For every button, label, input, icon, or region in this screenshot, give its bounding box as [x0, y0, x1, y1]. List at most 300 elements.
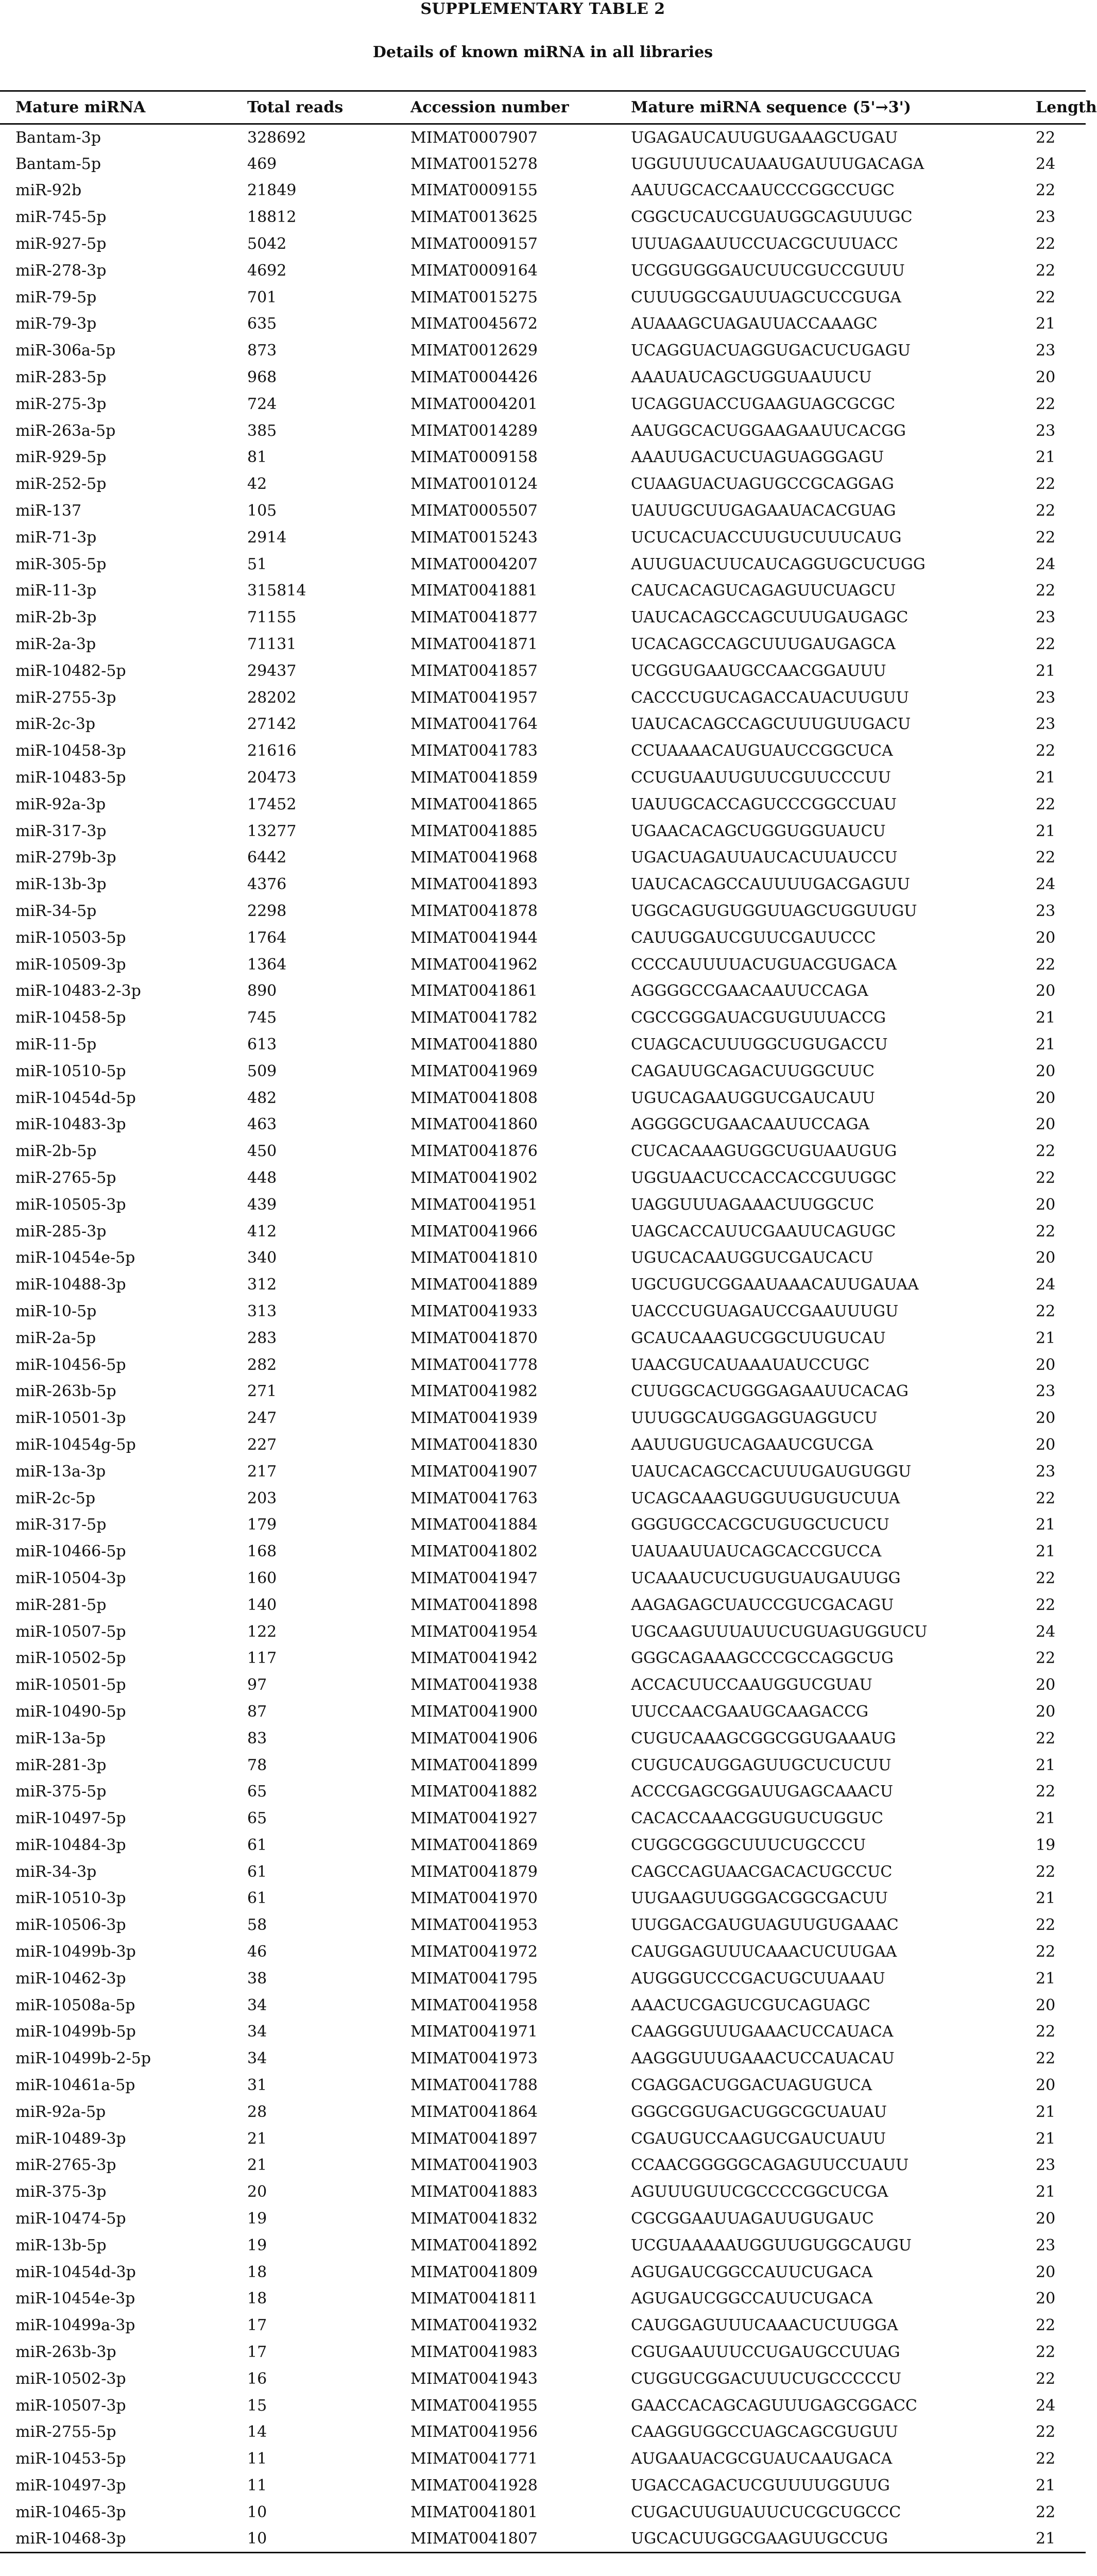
cell-length: 20 [1036, 1355, 1056, 1374]
cell-total-reads: 34 [247, 2049, 267, 2068]
table-row [0, 1912, 1086, 1939]
cell-accession-number: MIMAT0041939 [410, 1409, 538, 1428]
cell-total-reads: 14 [247, 2423, 267, 2442]
cell-length: 20 [1036, 1195, 1056, 1214]
table-row [0, 1031, 1086, 1058]
cell-length: 21 [1036, 1889, 1056, 1908]
table-row [0, 257, 1086, 284]
table-row [0, 2472, 1086, 2499]
cell-accession-number: MIMAT0015243 [410, 528, 538, 547]
cell-mature-mirna: miR-10510-5p [15, 1062, 126, 1080]
table-row [0, 1618, 1086, 1645]
table-row [0, 2285, 1086, 2312]
cell-length: 22 [1036, 2049, 1056, 2068]
cell-accession-number: MIMAT0041811 [410, 2290, 538, 2308]
table-row [0, 765, 1086, 791]
cell-mature-mirna: miR-10483-2-3p [15, 982, 141, 1001]
cell-accession-number: MIMAT0041882 [410, 1783, 538, 1801]
cell-sequence: UGAACACAGCUGGUGGUAUCU [631, 822, 886, 840]
cell-length: 22 [1036, 955, 1056, 974]
cell-mature-mirna: miR-13b-5p [15, 2236, 107, 2255]
cell-sequence: UGGUAACUCCACCACCGUUGGC [631, 1168, 897, 1187]
table-row [0, 2365, 1086, 2392]
cell-accession-number: MIMAT0041857 [410, 662, 538, 680]
cell-total-reads: 890 [247, 982, 277, 1001]
cell-length: 22 [1036, 395, 1056, 413]
cell-length: 20 [1036, 1435, 1056, 1454]
cell-accession-number: MIMAT0041879 [410, 1862, 538, 1881]
cell-accession-number: MIMAT0041877 [410, 608, 538, 627]
cell-accession-number: MIMAT0041876 [410, 1142, 538, 1161]
cell-length: 21 [1036, 1756, 1056, 1774]
cell-sequence: AUAAAGCUAGAUUACCAAAGC [631, 315, 878, 333]
cell-total-reads: 11 [247, 2450, 267, 2468]
cell-length: 22 [1036, 1916, 1056, 1935]
header-mature-mirna: Mature miRNA [0, 91, 232, 124]
cell-mature-mirna: miR-279b-3p [15, 849, 116, 867]
table-row [0, 1485, 1086, 1512]
table-row [0, 311, 1086, 337]
cell-length: 22 [1036, 235, 1056, 253]
cell-sequence: AUGAAUACGCGUAUCAAUGACA [631, 2450, 893, 2468]
cell-sequence: CUGGCGGGCUUUCUGCCCU [631, 1836, 866, 1854]
cell-mature-mirna: miR-10497-3p [15, 2477, 126, 2495]
cell-sequence: AGGGGCUGAACAAUUCCAGA [631, 1115, 870, 1134]
table-row [0, 1939, 1086, 1965]
cell-mature-mirna: miR-281-3p [15, 1756, 107, 1774]
table-row [0, 2499, 1086, 2526]
cell-sequence: UGCUGUCGGAAUAAACAUUGAUAA [631, 1276, 919, 1294]
cell-sequence: GAACCACAGCAGUUUGAGCGGACC [631, 2396, 917, 2415]
table-row [0, 818, 1086, 844]
cell-accession-number: MIMAT0041973 [410, 2049, 538, 2068]
table-row [0, 1111, 1086, 1138]
table-supertitle: SUPPLEMENTARY TABLE 2 [420, 0, 665, 18]
cell-total-reads: 10 [232, 2526, 395, 2552]
cell-accession-number: MIMAT0041955 [410, 2396, 538, 2415]
cell-mature-mirna: miR-2c-3p [15, 715, 96, 734]
cell-sequence: AGUUUGUUCGCCCCGGCUCGA [631, 2183, 888, 2201]
cell-total-reads: 17 [247, 2316, 267, 2335]
cell-length: 22 [1036, 128, 1056, 147]
cell-sequence: UCGGUGAAUGCCAACGGAUUU [631, 662, 886, 680]
table-row [0, 2446, 1086, 2472]
cell-accession-number: MIMAT0041947 [410, 1569, 538, 1587]
cell-mature-mirna: miR-10-5p [15, 1302, 97, 1320]
cell-sequence: UGACUAGAUUAUCACUUAUCCU [631, 849, 898, 867]
cell-mature-mirna: miR-92a-3p [15, 795, 106, 814]
cell-length: 20 [1036, 1089, 1056, 1107]
cell-mature-mirna: miR-10458-5p [15, 1009, 126, 1027]
table-row [0, 524, 1086, 551]
cell-mature-mirna: miR-137 [15, 502, 82, 520]
cell-accession-number: MIMAT0041902 [410, 1168, 538, 1187]
cell-sequence: CAUUGGAUCGUUCGAUUCCC [631, 928, 876, 947]
cell-length: 21 [1036, 1009, 1056, 1027]
cell-sequence: ACCCGAGCGGAUUGAGCAAACU [631, 1783, 894, 1801]
cell-total-reads: 724 [247, 395, 277, 413]
cell-total-reads: 168 [247, 1543, 277, 1561]
table-row [0, 631, 1086, 658]
cell-total-reads: 21 [247, 2156, 267, 2175]
cell-sequence: AAUGGCACUGGAAGAAUUCACGG [631, 421, 906, 440]
cell-length: 24 [1036, 1276, 1056, 1294]
cell-mature-mirna: miR-10507-5p [15, 1622, 126, 1641]
table-row [0, 951, 1086, 978]
cell-mature-mirna: miR-2765-3p [15, 2156, 116, 2175]
cell-total-reads: 105 [247, 502, 277, 520]
table-row [0, 364, 1086, 391]
cell-length: 23 [1036, 902, 1056, 920]
cell-length: 24 [1036, 1622, 1056, 1641]
cell-sequence: UCAGGUACCUGAAGUAGCGCGC [631, 395, 896, 413]
cell-total-reads: 46 [247, 1943, 267, 1961]
cell-mature-mirna: miR-306a-5p [15, 342, 116, 360]
cell-total-reads: 13277 [247, 822, 297, 840]
cell-total-reads: 217 [247, 1462, 277, 1481]
cell-total-reads: 247 [247, 1409, 277, 1428]
cell-length: 20 [1036, 368, 1056, 387]
cell-mature-mirna: miR-10488-3p [15, 1276, 126, 1294]
cell-accession-number: MIMAT0041970 [410, 1889, 538, 1908]
table-row [0, 1591, 1086, 1618]
cell-accession-number: MIMAT0041861 [410, 982, 538, 1001]
cell-mature-mirna: miR-92a-5p [15, 2103, 106, 2121]
cell-total-reads: 65 [247, 1783, 267, 1801]
table-row [0, 738, 1086, 765]
cell-mature-mirna: miR-10462-3p [15, 1969, 126, 1988]
cell-total-reads: 87 [247, 1702, 267, 1721]
cell-accession-number: MIMAT0041860 [410, 1115, 538, 1134]
table-row [0, 1965, 1086, 1992]
cell-sequence: CACCCUGUCAGACCAUACUUGUU [631, 688, 909, 707]
cell-total-reads: 20473 [247, 769, 297, 787]
cell-total-reads: 5042 [247, 235, 287, 253]
cell-sequence: CUAAGUACUAGUGCCGCAGGAG [631, 475, 894, 494]
cell-total-reads: 34 [247, 1996, 267, 2014]
cell-accession-number: MIMAT0004201 [410, 395, 538, 413]
cell-length: 22 [1036, 742, 1056, 760]
table-row [0, 1699, 1086, 1725]
cell-total-reads: 463 [247, 1115, 277, 1134]
cell-accession-number: MIMAT0041969 [410, 1062, 538, 1080]
cell-accession-number: MIMAT0041906 [410, 1729, 538, 1748]
header-length: Length [1020, 91, 1086, 124]
cell-sequence: UUCCAACGAAUGCAAGACCG [631, 1702, 869, 1721]
cell-total-reads: 29437 [247, 662, 297, 680]
cell-length: 20 [1036, 1249, 1056, 1267]
cell-sequence: CCAACGGGGGCAGAGUUCCUAUU [631, 2156, 909, 2175]
cell-sequence: UCAGGUACUAGGUGACUCUGAGU [631, 342, 911, 360]
cell-total-reads: 21616 [247, 742, 297, 760]
cell-total-reads: 15 [247, 2396, 267, 2415]
cell-length: 21 [1036, 2477, 1056, 2495]
cell-length: 22 [1036, 502, 1056, 520]
cell-mature-mirna: miR-10458-3p [15, 742, 126, 760]
mirna-table [0, 90, 1097, 2553]
cell-accession-number: MIMAT0041972 [410, 1943, 538, 1961]
cell-total-reads: 61 [247, 1836, 267, 1854]
cell-total-reads: 385 [247, 421, 277, 440]
table-row [0, 2019, 1086, 2045]
cell-length: 22 [1036, 1168, 1056, 1187]
cell-length: 21 [1020, 2526, 1086, 2552]
cell-length: 22 [1036, 261, 1056, 280]
table-row [0, 444, 1086, 471]
cell-length: 21 [1036, 2183, 1056, 2201]
table-row [0, 204, 1086, 231]
cell-mature-mirna: miR-13b-3p [15, 875, 107, 894]
cell-mature-mirna: miR-10490-5p [15, 1702, 126, 1721]
table-row [0, 2232, 1086, 2259]
cell-accession-number: MIMAT0041951 [410, 1195, 538, 1214]
cell-accession-number: MIMAT0041893 [410, 875, 538, 894]
cell-mature-mirna: miR-375-5p [15, 1783, 107, 1801]
cell-mature-mirna: miR-275-3p [15, 395, 107, 413]
cell-accession-number: MIMAT0041878 [410, 902, 538, 920]
cell-sequence: UUGGACGAUGUAGUUGUGAAAC [631, 1916, 899, 1935]
cell-total-reads: 61 [247, 1862, 267, 1881]
cell-length: 22 [1036, 1862, 1056, 1881]
cell-mature-mirna: miR-10505-3p [15, 1195, 126, 1214]
cell-accession-number: MIMAT0015275 [410, 288, 538, 307]
cell-mature-mirna: miR-10502-5p [15, 1649, 126, 1668]
cell-accession-number: MIMAT0041795 [410, 1969, 538, 1988]
cell-sequence: CUCACAAAGUGGCUGUAAUGUG [631, 1142, 897, 1161]
cell-sequence: UUUAGAAUUCCUACGCUUUACC [631, 235, 898, 253]
cell-accession-number: MIMAT0041883 [410, 2183, 538, 2201]
cell-accession-number: MIMAT0041943 [410, 2369, 538, 2388]
table-row [0, 2125, 1086, 2152]
cell-total-reads: 18 [247, 2263, 267, 2281]
cell-accession-number: MIMAT0041982 [410, 1382, 538, 1401]
cell-sequence: AUUGUACUUCAUCAGGUGCUCUGG [631, 555, 925, 573]
cell-mature-mirna: miR-10453-5p [15, 2450, 126, 2468]
cell-total-reads: 19 [247, 2236, 267, 2255]
cell-length: 22 [1036, 1222, 1056, 1241]
cell-total-reads: 509 [247, 1062, 277, 1080]
cell-length: 23 [1036, 2236, 1056, 2255]
cell-mature-mirna: miR-2765-5p [15, 1168, 116, 1187]
cell-sequence: GGGCGGUGACUGGCGCUAUAU [631, 2103, 887, 2121]
cell-length: 24 [1036, 2396, 1056, 2415]
cell-accession-number: MIMAT0009164 [410, 261, 538, 280]
cell-total-reads: 2914 [247, 528, 287, 547]
cell-sequence: UGGUUUUCAUAAUGAUUUGACAGA [631, 155, 924, 173]
cell-mature-mirna: miR-79-3p [15, 315, 97, 333]
cell-length: 21 [1036, 822, 1056, 840]
cell-accession-number: MIMAT0005507 [410, 502, 538, 520]
cell-length: 20 [1036, 1676, 1056, 1694]
cell-total-reads: 412 [247, 1222, 277, 1241]
table-row [0, 1191, 1086, 1218]
cell-mature-mirna: miR-10483-3p [15, 1115, 126, 1134]
cell-mature-mirna: miR-34-5p [15, 902, 97, 920]
table-row [0, 417, 1086, 444]
cell-accession-number: MIMAT0041954 [410, 1622, 538, 1641]
table-row [0, 1272, 1086, 1298]
cell-length: 20 [1036, 2076, 1056, 2095]
cell-sequence: CUAGCACUUUGGCUGUGACCU [631, 1035, 888, 1054]
cell-total-reads: 313 [247, 1302, 277, 1320]
cell-accession-number: MIMAT0041801 [410, 2503, 538, 2521]
cell-total-reads: 19 [247, 2210, 267, 2228]
cell-total-reads: 97 [247, 1676, 267, 1694]
cell-mature-mirna: miR-10501-3p [15, 1409, 126, 1428]
table-row [0, 1351, 1086, 1378]
cell-sequence: UAUUGCACCAGUCCCGGCCUAU [631, 795, 897, 814]
cell-sequence: UCGGUGGGAUCUUCGUCCGUUU [631, 261, 905, 280]
cell-length: 21 [1036, 2103, 1056, 2121]
table-row [0, 498, 1086, 524]
cell-sequence: AGUGAUCGGCCAUUCUGACA [631, 2263, 873, 2281]
cell-total-reads: 38 [247, 1969, 267, 1988]
cell-mature-mirna: miR-10461a-5p [15, 2076, 135, 2095]
table-row [0, 2179, 1086, 2206]
table-row [0, 1432, 1086, 1459]
table-row [0, 978, 1086, 1005]
cell-length: 21 [1036, 2129, 1056, 2148]
table-row [0, 1005, 1086, 1031]
cell-total-reads: 78 [247, 1756, 267, 1774]
cell-length: 24 [1036, 155, 1056, 173]
cell-accession-number: MIMAT0041889 [410, 1276, 538, 1294]
cell-length: 22 [1036, 1489, 1056, 1507]
table-row [0, 1725, 1086, 1752]
cell-accession-number: MIMAT0041783 [410, 742, 538, 760]
table-row [0, 657, 1086, 684]
cell-sequence: AGUGAUCGGCCAUUCUGACA [631, 2290, 873, 2308]
table-row [0, 1805, 1086, 1832]
cell-total-reads: 10 [247, 2503, 267, 2521]
cell-total-reads: 271 [247, 1382, 277, 1401]
cell-accession-number: MIMAT0041881 [410, 582, 538, 600]
cell-accession-number: MIMAT0012629 [410, 342, 538, 360]
cell-accession-number: MIMAT0009155 [410, 181, 538, 200]
cell-mature-mirna: miR-71-3p [15, 528, 97, 547]
cell-accession-number: MIMAT0041933 [410, 1302, 538, 1320]
cell-accession-number: MIMAT0041944 [410, 928, 538, 947]
cell-length: 22 [1036, 2450, 1056, 2468]
cell-sequence: UCUCACUACCUUGUCUUUCAUG [631, 528, 902, 547]
cell-mature-mirna: miR-10456-5p [15, 1355, 126, 1374]
cell-sequence: CAUCACAGUCAGAGUUCUAGCU [631, 582, 896, 600]
cell-accession-number: MIMAT0013625 [410, 208, 538, 227]
table-row [0, 2339, 1086, 2366]
cell-accession-number: MIMAT0007907 [410, 128, 538, 147]
cell-length: 23 [1036, 342, 1056, 360]
cell-length: 21 [1036, 1543, 1056, 1561]
cell-total-reads: 328692 [247, 128, 306, 147]
cell-total-reads: 1764 [247, 928, 287, 947]
cell-accession-number: MIMAT0041771 [410, 2450, 538, 2468]
cell-length: 21 [1036, 662, 1056, 680]
table-row [0, 1084, 1086, 1111]
cell-sequence: AAUUGUGUCAGAAUCGUCGA [631, 1435, 873, 1454]
cell-mature-mirna: miR-2755-5p [15, 2423, 116, 2442]
table-row [0, 791, 1086, 818]
cell-sequence: CCUAAAACAUGUAUCCGGCUCA [631, 742, 893, 760]
table-row [0, 1512, 1086, 1538]
cell-accession-number: MIMAT0041764 [410, 715, 538, 734]
cell-sequence: UUGAAGUUGGGACGGCGACUU [631, 1889, 888, 1908]
cell-sequence: UGUCACAAUGGUCGAUCACU [631, 1249, 873, 1267]
table-row [0, 150, 1086, 177]
cell-mature-mirna: miR-10454d-3p [15, 2263, 136, 2281]
cell-mature-mirna: miR-10482-5p [15, 662, 126, 680]
cell-total-reads: 450 [247, 1142, 277, 1161]
cell-accession-number: MIMAT0041983 [410, 2343, 538, 2362]
cell-mature-mirna: miR-2b-3p [15, 608, 97, 627]
cell-sequence: UGAGAUCAUUGUGAAAGCUGAU [631, 128, 898, 147]
header-accession-number: Accession number [395, 91, 615, 124]
table-row [0, 1885, 1086, 1912]
cell-sequence: UAUUGCUUGAGAAUACACGUAG [631, 502, 896, 520]
cell-total-reads: 71131 [247, 635, 297, 654]
cell-mature-mirna: miR-10483-5p [15, 769, 126, 787]
cell-accession-number: MIMAT0041971 [410, 2023, 538, 2041]
cell-total-reads: 81 [247, 448, 267, 467]
cell-mature-mirna: miR-11-5p [15, 1035, 97, 1054]
cell-sequence: CACACCAAACGGUGUCUGGUC [631, 1809, 883, 1828]
cell-total-reads: 18 [247, 2290, 267, 2308]
cell-length: 21 [1036, 769, 1056, 787]
cell-total-reads: 21849 [247, 181, 297, 200]
table-row [0, 2392, 1086, 2419]
table-row [0, 1325, 1086, 1351]
cell-mature-mirna: miR-10504-3p [15, 1569, 126, 1587]
cell-accession-number: MIMAT0041809 [410, 2263, 538, 2281]
cell-accession-number: MIMAT0041956 [410, 2423, 538, 2442]
cell-mature-mirna: miR-10468-3p [0, 2526, 232, 2552]
cell-total-reads: 701 [247, 288, 277, 307]
cell-length: 24 [1036, 555, 1056, 573]
cell-length: 21 [1036, 1329, 1056, 1347]
cell-accession-number: MIMAT0041869 [410, 1836, 538, 1854]
cell-length: 21 [1036, 1969, 1056, 1988]
cell-mature-mirna: miR-92b [15, 181, 82, 200]
cell-length: 21 [1036, 448, 1056, 467]
table-row [0, 898, 1086, 925]
table-row [0, 1672, 1086, 1699]
cell-length: 22 [1036, 181, 1056, 200]
cell-sequence: UCAGCAAAGUGGUUGUGUCUUA [631, 1489, 900, 1507]
cell-accession-number: MIMAT0041884 [410, 1516, 538, 1534]
table-row [0, 2072, 1086, 2099]
cell-accession-number: MIMAT0041932 [410, 2316, 538, 2335]
cell-total-reads: 745 [247, 1009, 277, 1027]
header-sequence: Mature miRNA sequence (5'→3') [615, 91, 1020, 124]
cell-total-reads: 20 [247, 2183, 267, 2201]
cell-total-reads: 227 [247, 1435, 277, 1454]
cell-sequence: CGGCUCAUCGUAUGGCAGUUUGC [631, 208, 913, 227]
cell-total-reads: 58 [247, 1916, 267, 1935]
cell-sequence: UCACAGCCAGCUUUGAUGAGCA [631, 635, 896, 654]
cell-sequence: CUGGUCGGACUUUCUGCCCCCU [631, 2369, 902, 2388]
table-row [0, 284, 1086, 311]
cell-length: 22 [1036, 528, 1056, 547]
cell-total-reads: 71155 [247, 608, 297, 627]
table-row [0, 337, 1086, 364]
cell-sequence: AAACUCGAGUCGUCAGUAGC [631, 1996, 870, 2014]
table-row [0, 871, 1086, 898]
table-row [0, 1565, 1086, 1592]
cell-sequence: CGAUGUCCAAGUCGAUCUAUU [631, 2129, 886, 2148]
cell-length: 22 [1036, 2343, 1056, 2362]
cell-length: 22 [1036, 582, 1056, 600]
table-caption: Details of known miRNA in all libraries [372, 43, 713, 61]
cell-total-reads: 968 [247, 368, 277, 387]
